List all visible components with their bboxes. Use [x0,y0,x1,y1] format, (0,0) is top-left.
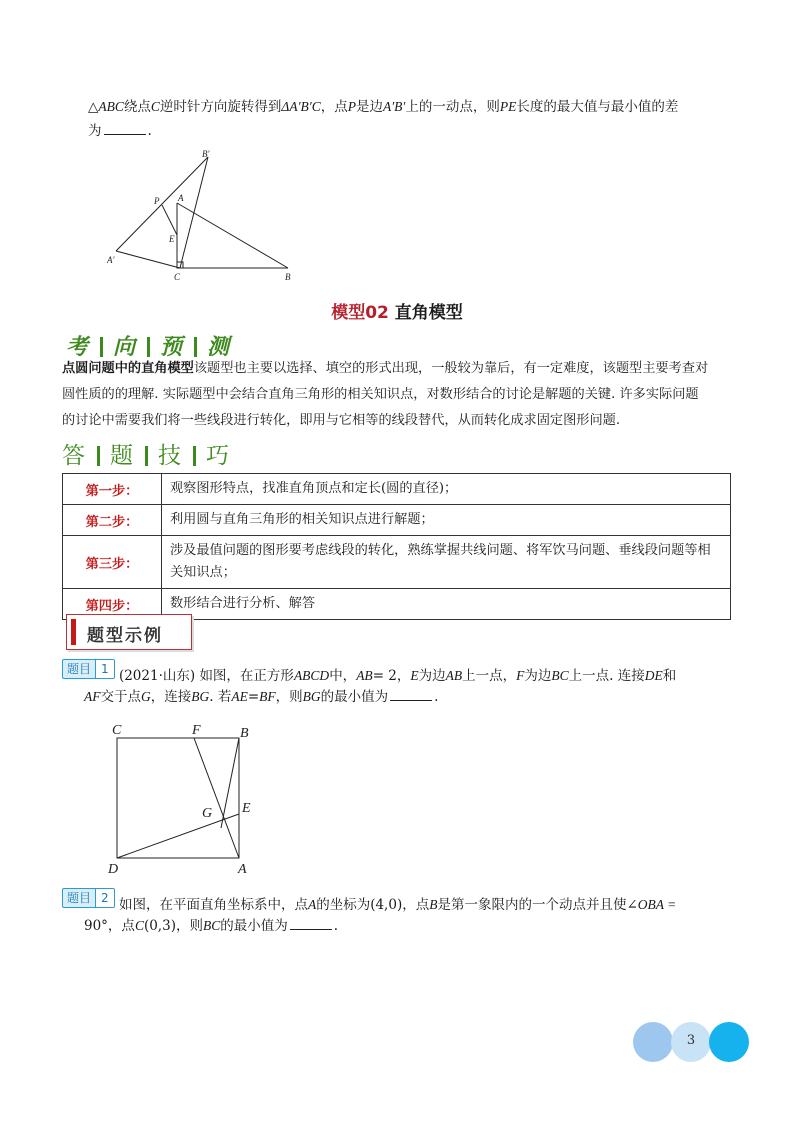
badge-circle-left [633,1022,673,1062]
label-f: F [192,723,201,738]
text-b: B [429,897,438,912]
label-c: C [174,272,181,282]
segment-a1-c [116,251,180,268]
step-label: 第二步： [63,505,162,536]
banner-char: 题 [110,443,135,469]
q1-tag-number: 1 [95,660,114,678]
example-banner-text: 题型示例 [87,626,163,646]
page-number-badge [633,1022,748,1062]
text-pe: PE [499,99,517,114]
text-f: F [516,668,525,683]
text-a: A [307,897,317,912]
text-bg: BG [191,689,210,704]
banner-char: 测 [207,335,232,360]
label-b1: B′ [202,149,210,159]
intro-line2: 圆性质的的理解. 实际题型中会结合直角三角形的相关知识点，对数形结合的讨论是解题的关键. 许多实际问题 [62,387,699,402]
text-ae: AE [231,689,248,704]
prev-problem-line2 [88,118,152,144]
rotation-figure [100,145,305,285]
section-title-model: 模型02 [331,303,389,323]
q1-source: (2021·山东) [118,668,196,684]
text: 的最小值为 [320,689,389,705]
step-text: 观察图形特点，找准直角顶点和定长(圆的直径)； [162,474,731,505]
q1-tag [62,659,115,679]
step-text: 涉及最值问题的图形要考虑线段的转化，熟练掌握共线问题、将军饮马问题、垂线段问题等相关知识点； [162,536,731,589]
page-number: 3 [686,1033,696,1048]
segment-d-e [117,814,239,858]
text-bf: BF [259,689,276,704]
q1-tag-label: 题目 [67,662,92,676]
text: 上的一动点，则 [405,99,500,115]
table-row [63,536,731,589]
answer-blank[interactable] [290,915,332,930]
label-b: B [285,272,291,282]
step-label: 第三步： [63,536,162,589]
text: . [147,123,152,139]
q2-tag-label: 题目 [67,891,92,905]
badge-circle-right [709,1022,749,1062]
q2-line2 [84,913,338,939]
text: 和 [662,668,677,684]
banner-char: 向 [113,335,138,360]
text-c: C [134,918,144,933]
text-bg: BG [302,689,321,704]
text-bc: BC [551,668,569,683]
text-ab: AB [356,668,373,683]
text-p: P [347,99,356,114]
step-text: 数形结合进行分析、解答 [162,589,731,620]
label-a: A [238,862,247,877]
banner-char: 预 [160,335,185,360]
square-figure [104,718,264,878]
text: ，点 [320,99,348,115]
text-af: AF [84,689,101,704]
section-title [0,298,794,323]
label-a1: A′ [107,255,115,265]
text: ，连接 [150,689,192,705]
intro-bold: 点圆问题中的直角模型 [62,361,194,376]
text: 中， [329,668,357,684]
text: 是边 [355,99,383,115]
segment-p-e [162,205,177,235]
banner-char: 考 [66,335,91,360]
answer-blank[interactable] [390,686,432,701]
step-label: 第四步： [63,589,162,620]
text: 上一点. 连接 [568,668,645,684]
text: = [247,689,260,705]
text-a1b1: A′B′ [382,99,406,114]
text-bc: BC [202,918,221,933]
prev-problem-line1 [88,94,678,120]
text: 长度的最大值与最小值的差 [516,99,679,115]
segment-f-a [194,738,239,858]
text: 90°，点 [84,918,135,934]
text: 交于点 [100,689,141,705]
label-d: D [108,862,119,877]
square-abcd [117,738,239,858]
text: 为 [88,123,102,139]
text-c: C [150,99,160,114]
text: 绕点 [123,99,151,115]
text-g: G [141,689,151,704]
text: ，则 [275,689,303,705]
table-row [63,474,731,505]
text: = 2， [372,668,411,684]
segment-b1-a1 [116,157,208,251]
text: 是第一象限内的一个动点并且使 [437,897,627,913]
text: . 若 [209,689,232,705]
text-angle: ∠OBA = [626,897,677,912]
q1-line2 [84,684,438,710]
intro-paragraph [62,356,732,434]
text: 如图，在平面直角坐标系中，点 [118,897,308,913]
text-abcd: ABCD [293,668,330,683]
intro-line1: 该题型也主要以选择、填空的形式出现，一般较为靠后，有一定难度，该题型主要考查对 [193,361,709,376]
text-e: E [410,668,419,683]
text-a1b1c: ΔA′B′C [281,99,321,114]
text: 逆时针方向旋转得到 [159,99,282,115]
label-b: B [240,726,249,741]
label-c: C [112,723,122,738]
label-e: E [242,801,251,816]
step-label: 第一步： [63,474,162,505]
label-p: P [154,196,160,206]
text: 的最小值为 [220,918,288,934]
text: 的坐标为(4,0)，点 [316,897,430,913]
step-text: 利用圆与直角三角形的相关知识点进行解题； [162,505,731,536]
steps-table [62,473,731,620]
text: . [434,689,439,705]
text: 上一点， [462,668,517,684]
segment-a-b [177,203,288,268]
banner-char: 技 [158,443,183,469]
table-row [63,505,731,536]
example-banner [66,614,192,650]
label-g: G [202,806,213,821]
label-e: E [169,234,175,244]
text: . [333,918,339,934]
section-title-name: 直角模型 [394,303,463,323]
text-de: DE [644,668,663,683]
triangle-symbol: △ [88,99,99,115]
banner-char: 答 [62,443,87,469]
text: 为边 [418,668,446,684]
q2-tag-number: 2 [95,889,114,907]
label-a: A [178,193,184,203]
text-abc: ABC [98,99,124,114]
banner-tips [62,437,231,470]
text: 如图，在正方形 [199,668,294,684]
answer-blank[interactable] [104,120,146,135]
text: 为边 [524,668,552,684]
text-ab: AB [445,668,463,683]
banner-char: 巧 [206,443,231,469]
banner-bar [71,619,76,645]
q2-tag [62,888,115,908]
intro-line3: 的讨论中需要我们将一些线段进行转化，即用与它相等的线段替代，从而转化成求固定图形问题. [62,413,621,428]
text: (0,3)，则 [143,918,203,934]
